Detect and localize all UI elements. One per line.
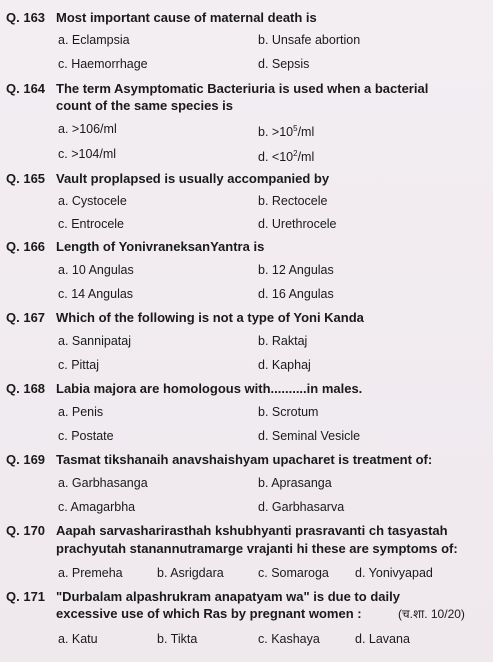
option-b: b. Scrotum: [258, 405, 319, 419]
question-163: [6, 9, 487, 26]
option-c: c. Kashaya: [258, 632, 320, 646]
option-b: b. Aprasanga: [258, 476, 332, 490]
option-c: c. Amagarbha: [58, 500, 136, 514]
question-text-line1: Aapah sarvasharirasthah kshubhyanti prasravanti ch tasyastah: [56, 523, 448, 538]
question-text-line2: count of the same species is: [56, 98, 234, 113]
question-170: [6, 522, 487, 539]
source-reference: (च.शा. 10/20): [398, 607, 465, 621]
question-165: [6, 170, 487, 187]
option-d: d. Lavana: [355, 632, 410, 646]
question-text-line2: excessive use of which Ras by pregnant women :: [56, 606, 362, 621]
option-c: c. Pittaj: [58, 358, 99, 372]
option-d: d. Garbhasarva: [258, 500, 345, 514]
option-b: b. Rectocele: [258, 194, 328, 208]
question-number: Q. 165: [6, 171, 46, 186]
option-b: b. Raktaj: [258, 334, 308, 348]
question-167: [6, 309, 487, 326]
option-a: a. Eclampsia: [58, 33, 130, 47]
option-d: d. Seminal Vesicle: [258, 429, 361, 443]
option-c: c. Postate: [58, 429, 114, 443]
option-a: a. Garbhasanga: [58, 476, 148, 490]
option-d: d. Yonivyapad: [355, 566, 433, 580]
option-d: d. Urethrocele: [258, 217, 337, 231]
question-text-line2: prachyutah stanannutramarge vrajanti hi these are symptoms of:: [56, 541, 458, 556]
option-b: b. 12 Angulas: [258, 263, 334, 277]
question-number: Q. 168: [6, 381, 46, 396]
question-166: [6, 238, 487, 255]
question-text: Length of YonivraneksanYantra is: [56, 239, 265, 254]
option-a: a. Sannipataj: [58, 334, 131, 348]
option-a: a. Premeha: [58, 566, 123, 580]
question-171: [6, 588, 487, 605]
option-b: b. Asrigdara: [157, 566, 224, 580]
question-text-line1: The term Asymptomatic Bacteriuria is used when a bacterial: [56, 81, 429, 96]
option-b: b. Unsafe abortion: [258, 33, 361, 47]
option-c: c. Somaroga: [258, 566, 329, 580]
option-b: b. Tikta: [157, 632, 198, 646]
question-169: [6, 451, 487, 468]
question-text: Most important cause of maternal death is: [56, 10, 317, 25]
question-number: Q. 164: [6, 81, 46, 96]
question-text: Which of the following is not a type of Yoni Kanda: [56, 310, 364, 325]
option-c: c. >104/ml: [58, 147, 117, 161]
option-a: a. Katu: [58, 632, 98, 646]
option-d: d. Kaphaj: [258, 358, 311, 372]
option-c: c. Entrocele: [58, 217, 125, 231]
question-number: Q. 167: [6, 310, 46, 325]
question-number: Q. 163: [6, 10, 46, 25]
question-text: Tasmat tikshanaih anavshaishyam upacharet is treatment of:: [56, 452, 433, 467]
question-164: [6, 80, 487, 97]
question-text: Labia majora are homologous with..........in males.: [56, 381, 363, 396]
question-number: Q. 170: [6, 523, 46, 538]
question-168: [6, 380, 487, 397]
question-number: Q. 169: [6, 452, 46, 467]
option-a: a. 10 Angulas: [58, 263, 134, 277]
option-a: a. Penis: [58, 405, 104, 419]
option-b: b. $>10^5/ml$: [258, 124, 315, 140]
question-text: Vault proplapsed is usually accompanied by: [56, 171, 330, 186]
option-d: d. $<10^2/ml$: [258, 149, 315, 165]
option-d: d. Sepsis: [258, 57, 310, 71]
question-number: Q. 166: [6, 239, 46, 254]
option-a: a. >106/ml: [58, 122, 117, 136]
option-c: c. 14 Angulas: [58, 287, 134, 301]
option-d: d. 16 Angulas: [258, 287, 334, 301]
option-a: a. Cystocele: [58, 194, 127, 208]
option-c: c. Haemorrhage: [58, 57, 148, 71]
question-number: Q. 171: [6, 589, 46, 604]
question-text-line1: "Durbalam alpashrukram anapatyam wa" is due to daily: [56, 589, 400, 604]
